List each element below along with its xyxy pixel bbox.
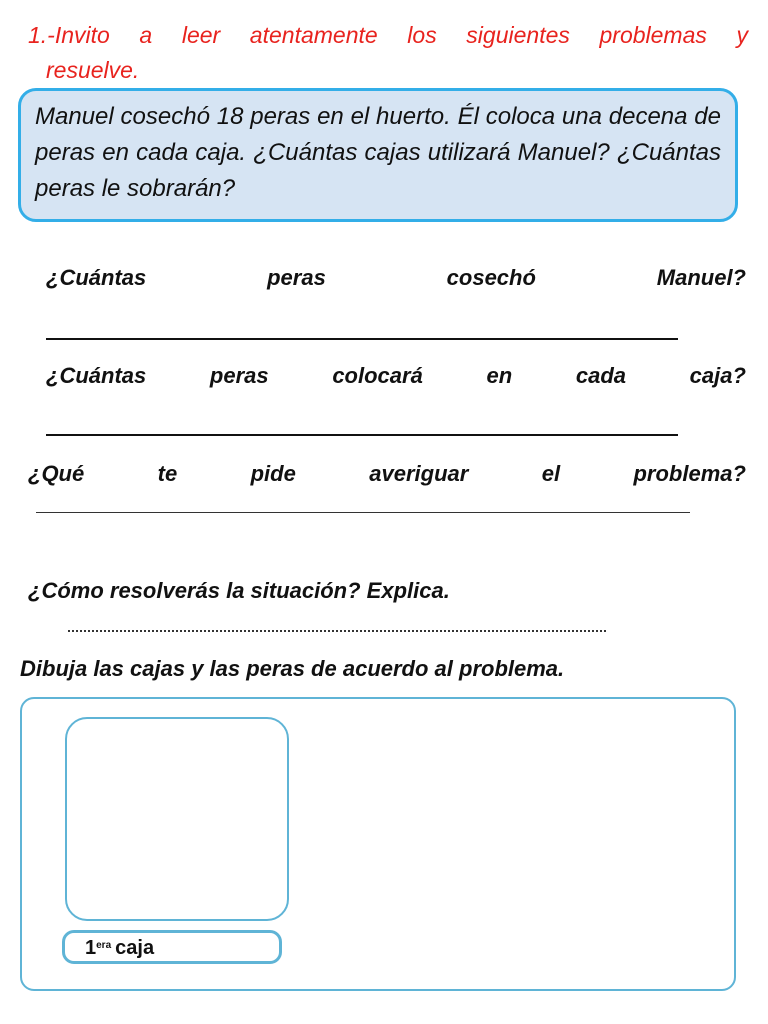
q2-word: colocará	[332, 363, 423, 388]
q2-word: peras	[209, 363, 269, 388]
q1-word: peras	[267, 265, 326, 290]
q1-word: cosechó	[446, 265, 536, 290]
first-box-label-text	[85, 936, 154, 960]
q1-word: Manuel?	[656, 265, 746, 290]
problem-box	[18, 88, 738, 222]
instruction-line-1: 1.-Invito a leer atentamente los siguientes problemas y	[28, 22, 748, 48]
q3-word: problema?	[633, 461, 746, 486]
problem-text: Manuel cosechó 18 peras en el huerto. Él coloca una decena de peras en cada caja. ¿Cuántas cajas utilizará Manuel? ¿Cuántas peras le sobrarán?	[35, 103, 721, 202]
instruction-heading	[28, 18, 748, 88]
instruction-line-2: resuelve.	[46, 57, 140, 83]
question-2	[46, 362, 746, 390]
first-box-outline	[65, 717, 289, 921]
box-label-number: 1	[85, 937, 97, 959]
q2-word: caja?	[689, 363, 746, 388]
answer-line-3[interactable]	[36, 512, 690, 513]
q3-word: el	[541, 461, 561, 486]
q1-word: ¿Cuántas	[46, 265, 147, 290]
answer-line-4[interactable]	[68, 630, 606, 632]
q3-word: te	[157, 461, 178, 486]
question-1	[46, 264, 746, 292]
question-4: ¿Cómo resolverás la situación? Explica.	[28, 578, 450, 603]
q2-word: cada	[575, 363, 626, 388]
q3-word: averiguar	[369, 461, 469, 486]
q3-word: pide	[250, 461, 296, 486]
box-label-word: caja	[115, 937, 155, 959]
box-label-sup: era	[96, 940, 112, 951]
answer-line-1[interactable]	[46, 338, 678, 340]
q3-word: ¿Qué	[28, 461, 85, 486]
question-5: Dibuja las cajas y las peras de acuerdo al problema.	[20, 656, 565, 681]
question-3	[28, 460, 746, 488]
first-box-label	[62, 930, 282, 964]
q2-word: ¿Cuántas	[46, 363, 147, 388]
answer-line-2[interactable]	[46, 434, 678, 436]
q2-word: en	[486, 363, 513, 388]
